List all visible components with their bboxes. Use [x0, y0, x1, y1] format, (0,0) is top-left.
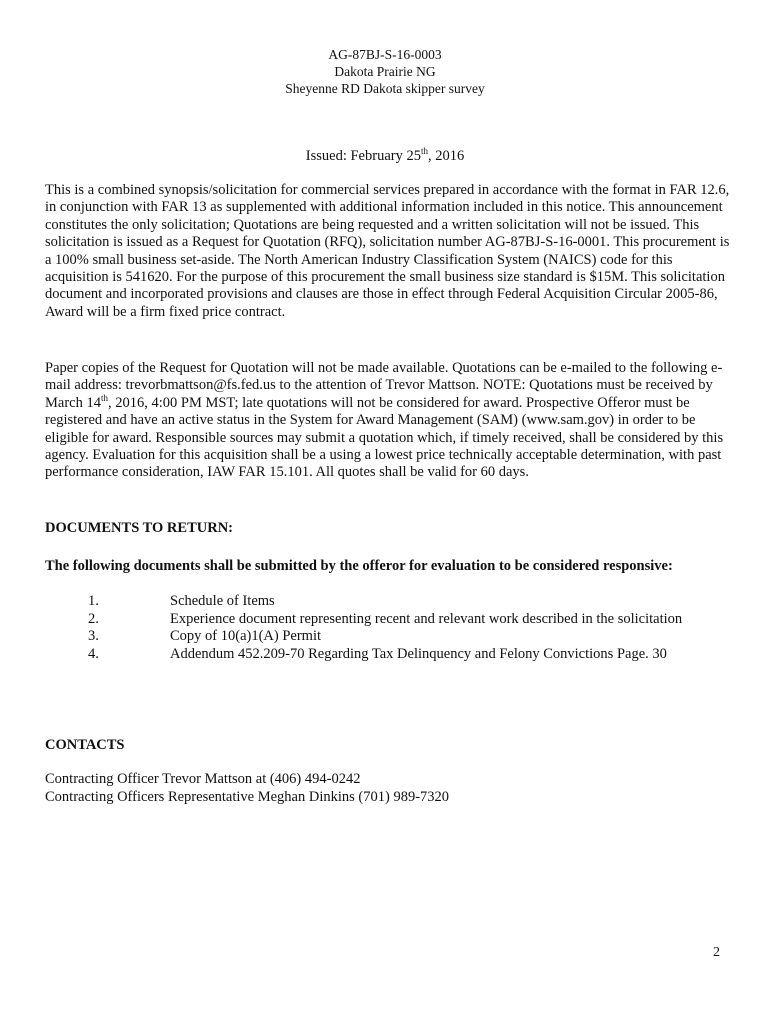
documents-subheading: The following documents shall be submitted by the offeror for evaluation to be considered responsive: — [45, 558, 673, 574]
page-number: 2 — [713, 945, 720, 960]
contacts-heading: CONTACTS — [45, 737, 125, 753]
quotation-paragraph: Paper copies of the Request for Quotation will not be made available. Quotations can be e-mailed to the following e-mail address: trevorbmattson@fs.fed.us to the attention of Trevor Mattson. NOTE: Quotations must be received by March 14th, 2016, 4:00 PM MST; late quotations will not be considered for award. Prospective Offeror must be registered and have an active status in the System for Award Management (SAM) (www.sam.gov) in order to be eligible for award. Responsible sources may submit a quotation which, if timely received, shall be considered by this agency. Evaluation for this acquisition shall be a using a lowest price technically acceptable determination, with past performance consideration, IAW FAR 15.101. All quotes shall be valid for 60 days. — [45, 360, 724, 481]
documents-heading: DOCUMENTS TO RETURN: — [45, 520, 233, 536]
list-item: 1. Schedule of Items — [88, 593, 275, 609]
contracting-officer-representative: Contracting Officers Representative Meghan Dinkins (701) 989-7320 — [45, 788, 450, 805]
issued-date: Issued: February 25th, 2016 — [305, 146, 465, 164]
synopsis-paragraph: This is a combined synopsis/solicitation for commercial services prepared in accordance with the format in FAR 12.6, in conjunction with FAR 13 as supplemented with additional information included in this notice. This announcement constitutes the only solicitation; Quotations are being requested and a written solicitation will not be issued. This solicitation is issued as a Request for Quotation (RFQ), solicitation number AG-87BJ-S-16-0001. This procurement is a 100% small business set-aside. The North American Industry Classification System (NAICS) code for this acquisition is 541620. For the purpose of this procurement the small business size standard is $15M. This solicitation document and incorporated provisions and clauses are those in effect through Federal Acquisition Circular 2005-86, Award will be a firm fixed price contract. — [45, 182, 730, 320]
list-item: 3. Copy of 10(a)1(A) Permit — [88, 628, 322, 644]
solicitation-number: AG-87BJ-S-16-0003 — [328, 47, 442, 62]
documents-list — [88, 593, 682, 663]
list-item: 4. Addendum 452.209-70 Regarding Tax Delinquency and Felony Convictions Page. 30 — [88, 645, 667, 662]
document-header — [0, 46, 770, 97]
forest-name: Dakota Prairie NG — [334, 64, 436, 79]
contacts-block — [45, 771, 449, 806]
list-item: 2. Experience document representing recent and relevant work described in the solicitation — [88, 610, 683, 627]
contracting-officer: Contracting Officer Trevor Mattson at (406) 494-0242 — [45, 771, 361, 787]
project-name: Sheyenne RD Dakota skipper survey — [285, 81, 485, 96]
